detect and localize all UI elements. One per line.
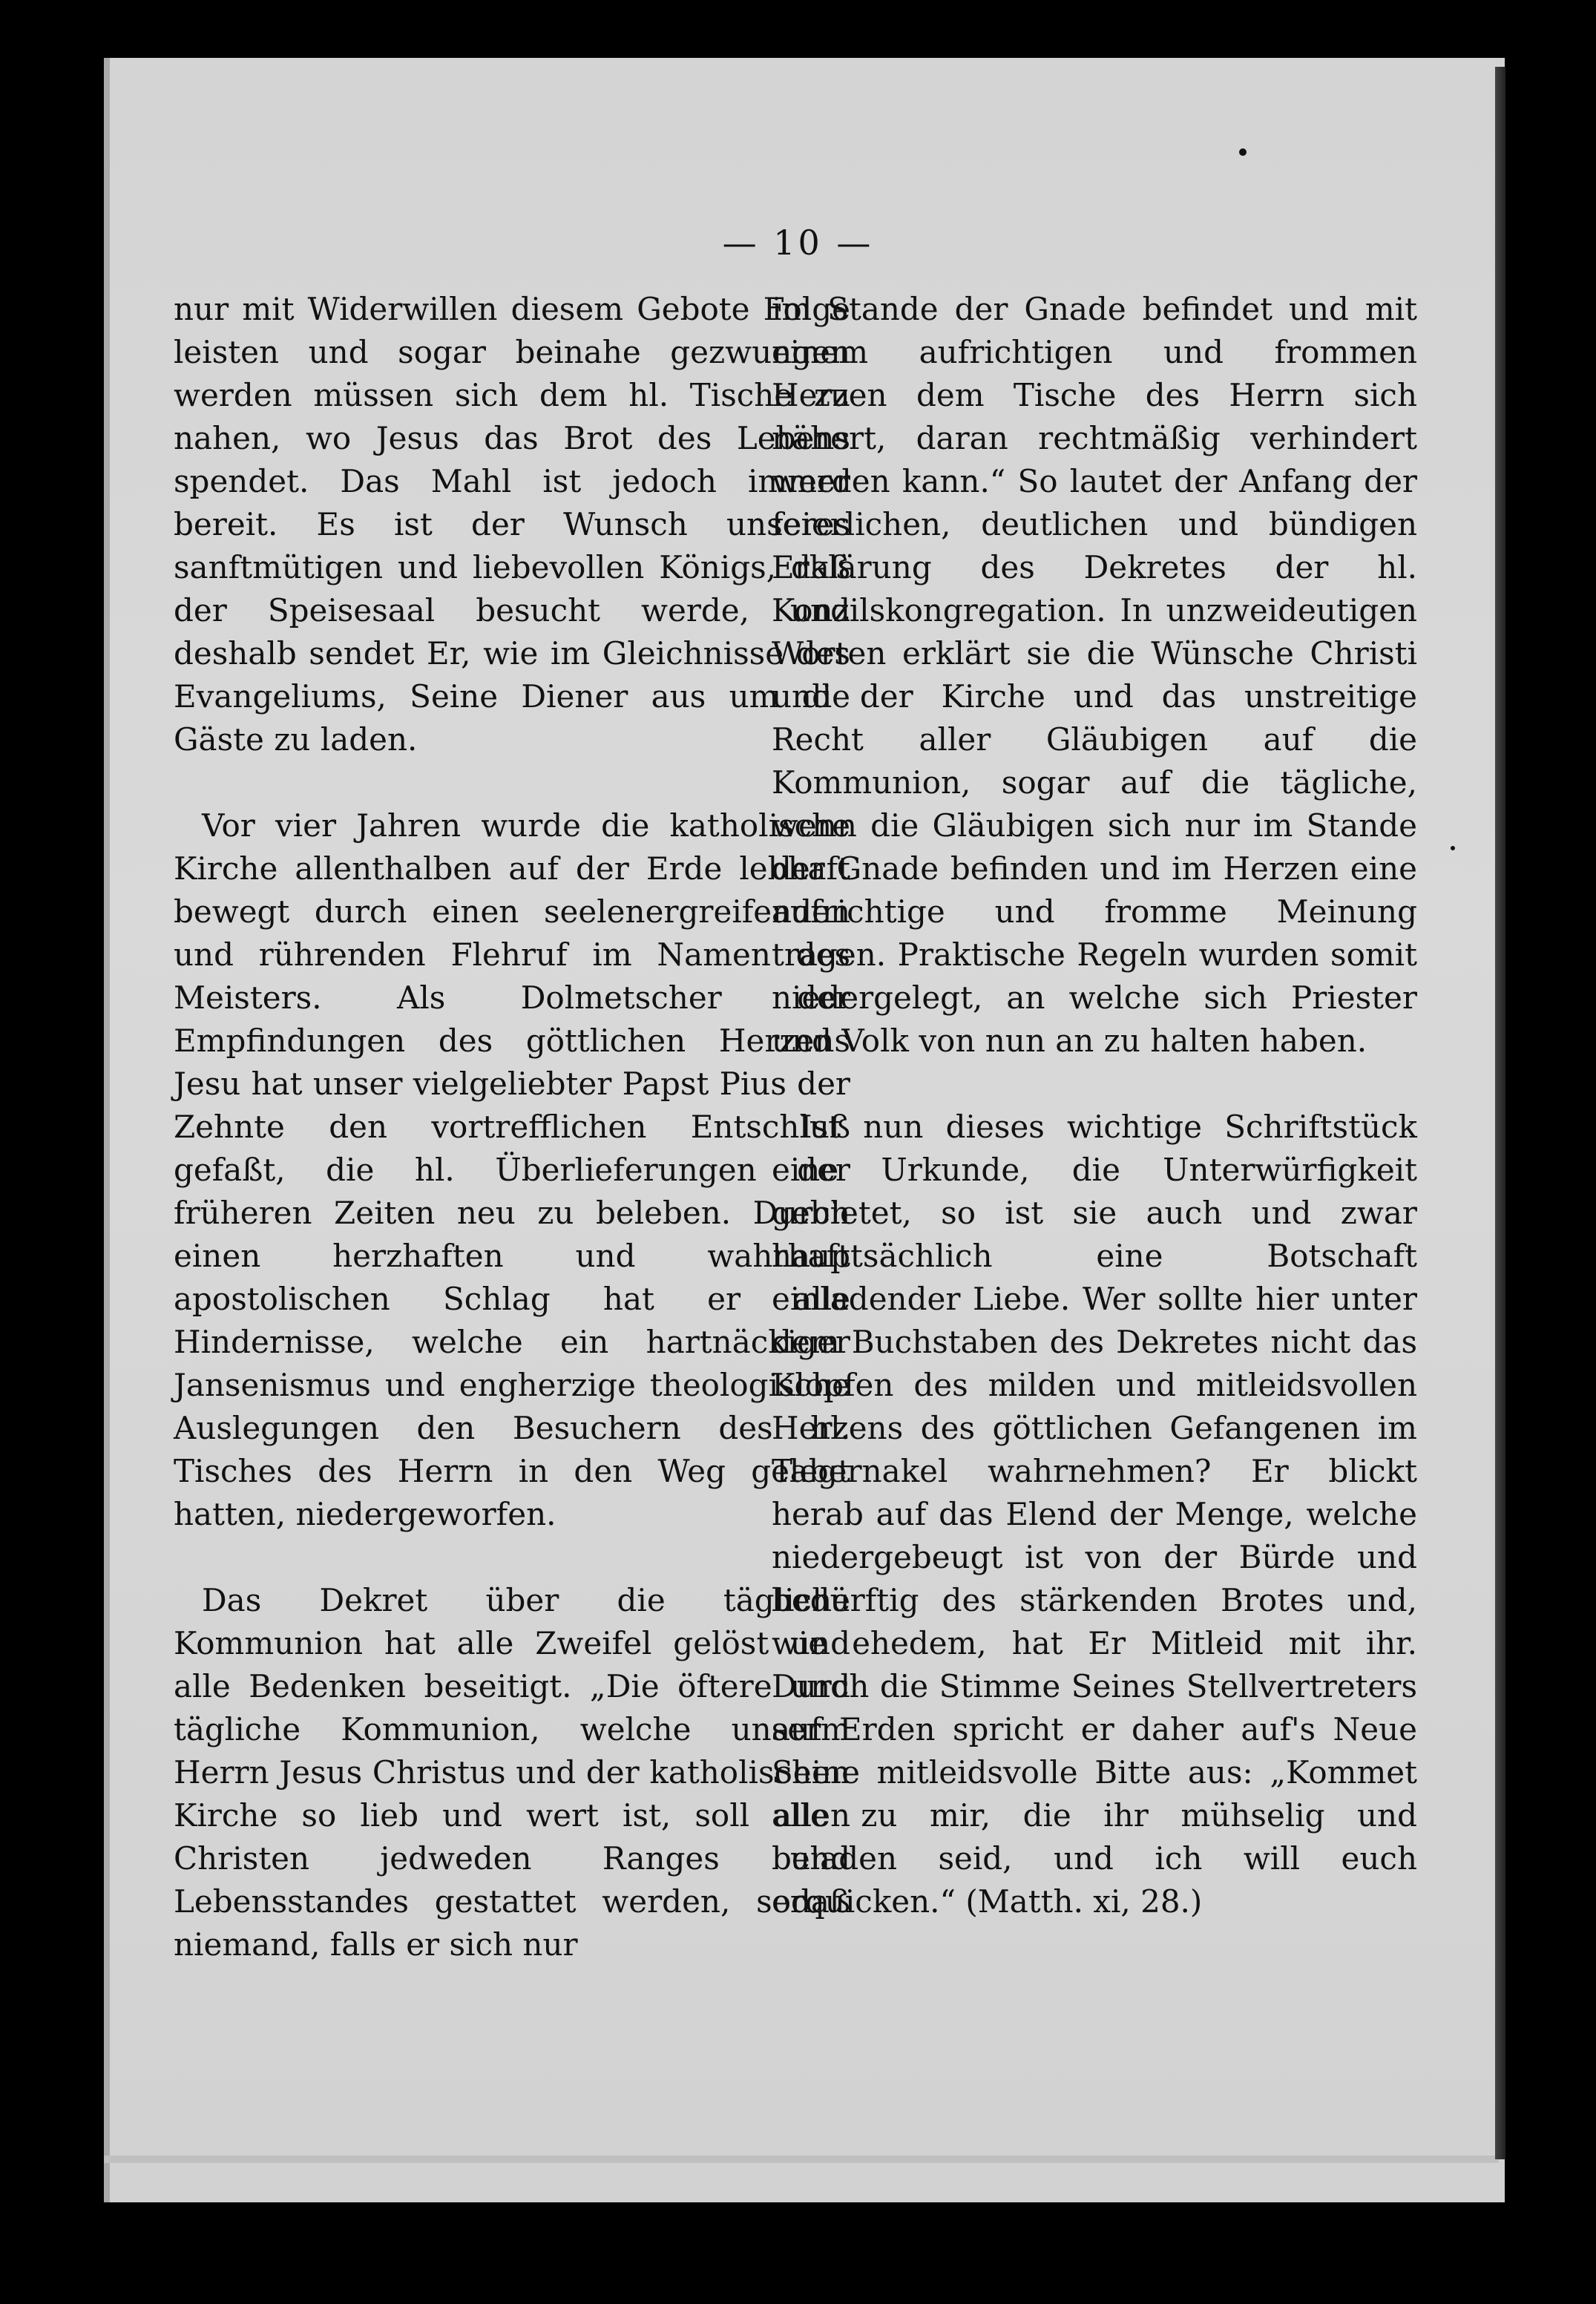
- right-paragraph-1: im Stande der Gnade befindet und mit einem aufrichtigen und frommen Herzen dem Tische des Herrn sich nähert, daran rechtmäßig verhindert werden kann.“ So lautet der Anfang der feierlichen, deutlichen und bündigen Erklärung des Dekretes der hl. Konzilskongregation. In unzweideutigen Worten erklärt sie die Wünsche Christi und der Kirche und das unstreitige Recht aller Gläubigen auf die Kommunion, sogar auf die tägliche, wenn die Gläubigen sich nur im Stande der Gnade befinden und im Herzen eine aufrichtige und fromme Meinung tragen. Praktische Regeln wurden somit niedergelegt, an welche sich Priester und Volk von nun an zu halten haben.: [772, 291, 1417, 1059]
- page-number: — 10 —: [722, 223, 874, 263]
- scan-speck: [1451, 846, 1455, 850]
- left-text-column: [174, 288, 850, 2009]
- left-paragraph-1: nur mit Widerwillen diesem Gebote Folge leisten und sogar beinahe gezwungen werden müssen sich dem hl. Tische zu nahen, wo Jesus das Brot des Lebens spendet. Das Mahl ist jedoch immer bereit. Es ist der Wunsch unseres sanftmütigen und liebevollen Königs, daß der Speisesaal besucht werde, und deshalb sendet Er, wie im Gleichnisse des Evangeliums, Seine Diener aus um die Gäste zu laden.: [174, 291, 850, 758]
- page-bottom-edge: [104, 2156, 1499, 2163]
- right-text-column: [772, 288, 1417, 1966]
- book-gutter-edge: [1495, 67, 1505, 2159]
- left-paragraph-2: Vor vier Jahren wurde die katholische Kirche allenthalben auf der Erde lebhaft bewegt durch einen seelenergreifenden und rührenden Flehruf im Namen des Meisters. Als Dolmetscher der Empfindungen des göttlichen Herzens Jesu hat unser vielgeliebter Papst Pius der Zehnte den vortrefflichen Entschluß gefaßt, die hl. Überlieferungen der früheren Zeiten neu zu beleben. Durch einen herzhaften und wahrhaft apostolischen Schlag hat er alle Hindernisse, welche ein hartnäckiger Jansenismus und engherzige theologische Auslegungen den Besuchern des hl. Tisches des Herrn in den Weg gelegt hatten, niedergeworfen.: [174, 807, 850, 1532]
- scan-speck: [1239, 148, 1247, 156]
- right-paragraph-2: Ist nun dieses wichtige Schriftstück eine Urkunde, die Unterwürfigkeit gebietet, so ist sie auch und zwar hauptsächlich eine Botschaft einladender Liebe. Wer sollte hier unter dem Buchstaben des Dekretes nicht das Klopfen des milden und mitleidsvollen Herzens des göttlichen Gefangenen im Tabernakel wahrnehmen? Er blickt herab auf das Elend der Menge, welche niedergebeugt ist von der Bürde und bedürftig des stärkenden Brotes und, wie ehedem, hat Er Mitleid mit ihr. Durch die Stimme Seines Stellvertreters auf Erden spricht er daher auf's Neue Seine mitleidsvolle Bitte aus: „Kommet alle zu mir, die ihr mühselig und beladen seid, und ich will euch erquicken.“ (Matth. xi, 28.): [772, 1109, 1417, 1920]
- left-paragraph-3: Das Dekret über die tägliche Kommunion hat alle Zweifel gelöst und alle Bedenken beseitigt. „Die öftere und tägliche Kommunion, welche unserm Herrn Jesus Christus und der katholischen Kirche so lieb und wert ist, soll allen Christen jedweden Ranges und Lebensstandes gestattet werden, sodaß niemand, falls er sich nur: [174, 1582, 850, 1963]
